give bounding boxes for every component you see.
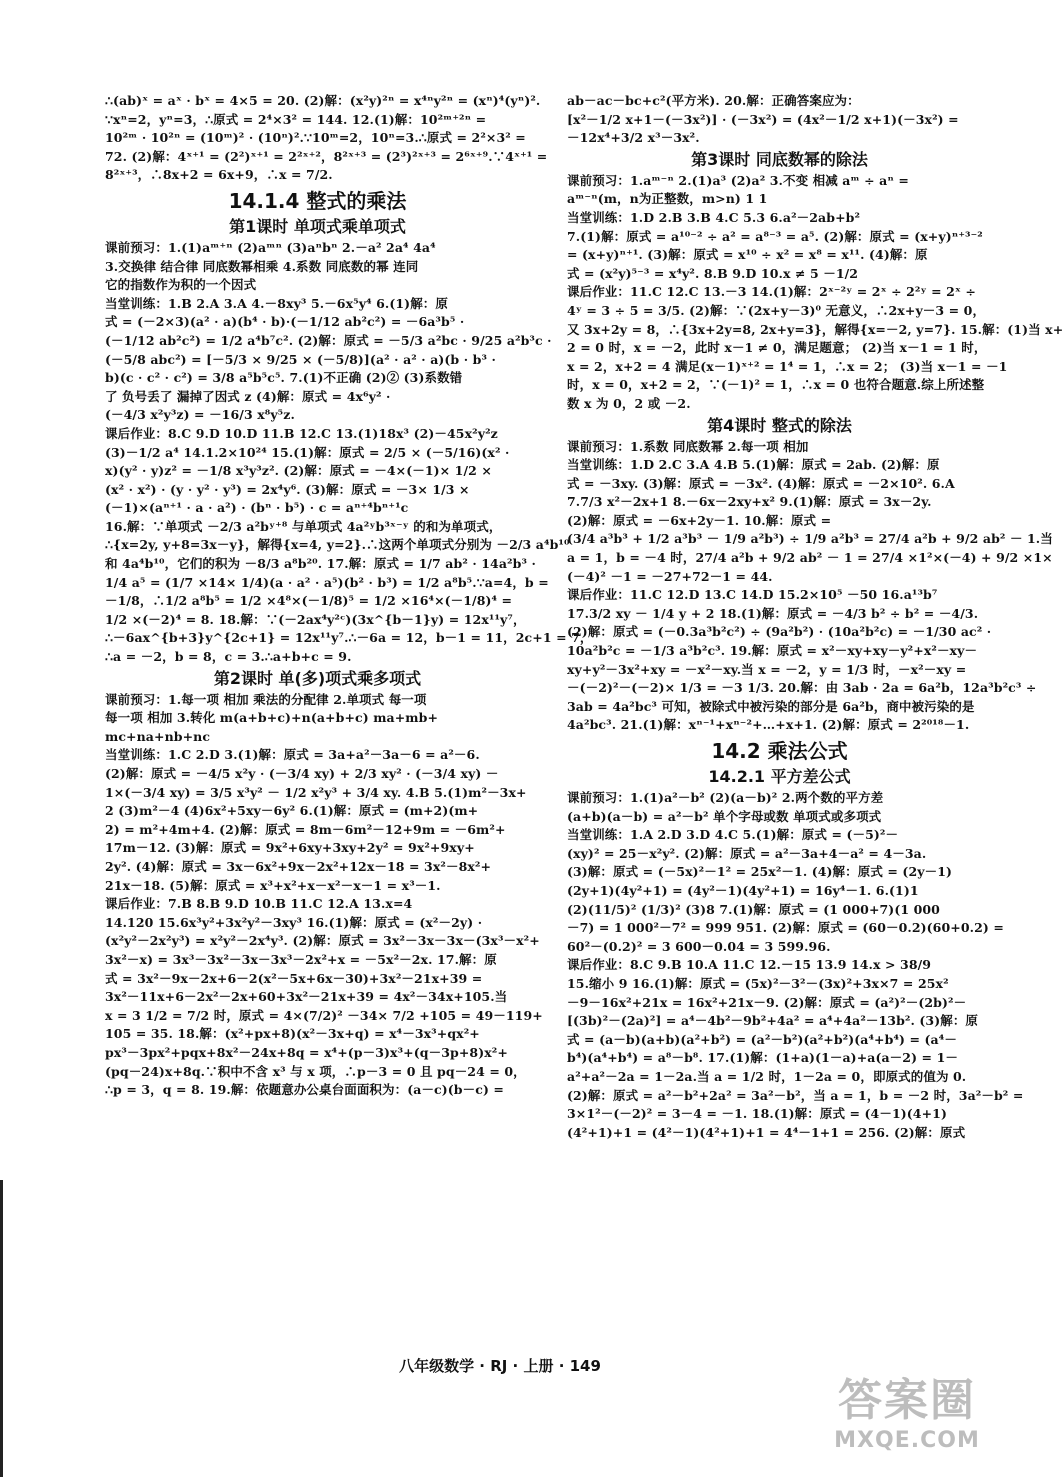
answer-line: 数 x 为 0，2 或 －2.: [567, 395, 691, 411]
answer-line: 4ʸ = 3 ÷ 5 = 3/5. (2)解：∵(2x+y－3)⁰ 无意义，∴2x+y－3 = 0，: [567, 302, 986, 318]
answer-line: 当堂训练：1.D 2.C 3.A 4.B 5.(1)解：原式 = 2ab. (2)解：原: [567, 457, 940, 473]
answer-line: ∴－6ax^{b+3}y^{2c+1} = 12x¹¹y⁷.∴－6a = 12，b－1 = 11，2c+1 = 7，: [105, 630, 593, 646]
answer-line: (3)解：原式 = (－5x)²－1² = 25x²－1. (4)解：原式 = (2y－1): [567, 864, 953, 880]
answer-line: 7.7/3 x²－2x+1 8.－6x－2xy+x² 9.(1)解：原式 = 3x－2y.: [567, 494, 932, 510]
answer-line: 课后作业：8.C 9.B 10.A 11.C 12.－15 13.9 14.x > 38/9: [567, 957, 932, 973]
page-footer: 八年级数学 · RJ · 上册 · 149: [399, 1357, 601, 1375]
answer-line: 课后作业：11.C 12.C 13.－3 14.(1)解：2ˣ⁻²ʸ = 2ˣ ÷ 2²ʸ = 2ˣ ÷: [567, 284, 976, 300]
answer-line: 8²ˣ⁺³，∴8x+2 = 6x+9，∴x = 7/2.: [105, 167, 333, 183]
answer-line: 每一项 相加 3.转化 m(a+b+c)+n(a+b+c) ma+mb+: [105, 710, 439, 726]
answer-line: 课前预习：1.(1)a²－b² (2)(a－b)² 2.两个数的平方差: [567, 790, 884, 805]
section-heading: 14.2 乘法公式: [711, 739, 848, 763]
answer-line: 课前预习：1.(1)aᵐ⁺ⁿ (2)aᵐⁿ (3)aⁿbⁿ 2.－a² 2a⁴ 4a⁴: [105, 239, 436, 255]
answer-line: 10²ᵐ · 10²ⁿ = (10ᵐ)² · (10ⁿ)².∵10ᵐ=2，10ⁿ=3.∴原式 = 2²×3² =: [105, 130, 526, 146]
answer-line: 式 = －3xy. (3)解：原式 = －3x². (4)解：原式 = －2×10². 6.A: [567, 475, 955, 491]
answer-line: [x²－1/2 x+1－(－3x²)] · (－3x²) = (4x²－1/2 x+1)(－3x²) =: [567, 111, 959, 127]
answer-line: 当堂训练：1.D 2.B 3.B 4.C 5.3 6.a²－2ab+b²: [567, 209, 861, 225]
answer-line: (4²+1)+1 = (4²－1)(4²+1)+1 = 4⁴－1+1 = 256. (2)解：原式: [567, 1124, 966, 1140]
lesson-heading: 第3课时 同底数幂的除法: [691, 149, 868, 169]
answer-line: 7.(1)解：原式 = a¹⁰⁻² ÷ a² = a⁸⁻³ = a⁵. (2)解：原式 = (x+y)ⁿ⁺³⁻²: [567, 228, 983, 244]
answer-line: 课后作业：7.B 8.B 9.D 10.B 11.C 12.A 13.x=4: [105, 896, 413, 912]
answer-line: 60²－(0.2)² = 3 600－0.04 = 3 599.96.: [567, 938, 831, 954]
answer-line: (－1/12 ab²c²) = 1/2 a⁴b⁷c². (2)解：原式 = －5/3 a²bc · 9/25 a²b³c ·: [105, 332, 552, 348]
answer-line: (2)解：原式 = a²－b²+2a² = 3a²－b²，当 a = 1，b = －2 时，3a²－b² =: [567, 1087, 1024, 1103]
answer-line: (2)解：原式 = (－0.3a³b²c²) ÷ (9a²b²) · (10a²b²c) = －1/30 ac² ·: [567, 624, 992, 640]
answer-line: 105 = 35. 18.解：(x²+px+8)(x²－3x+q) = x⁴－3x³+qx²+: [105, 1026, 480, 1042]
answer-line: 17m－12. (3)解：原式 = 9x²+6xy+3xy+2y² = 9x²+9xy+: [105, 840, 475, 856]
answer-line: 课前预习：1.每一项 相加 乘法的分配律 2.单项式 每一项: [105, 691, 427, 707]
answer-line: －1/8，∴1/2 a⁸b⁵ = 1/2 ×4⁸×(－1/8)⁵ = 1/2 ×16⁴×(－1/8)⁴ =: [105, 593, 513, 609]
answer-line: px³－3px²+pqx+8x²－24x+8q = x⁴+(p－3)x³+(q－3p+8)x²+: [105, 1044, 508, 1060]
answer-line: (x²y²－2x²y³) = x²y²－2x⁴y³. (2)解：原式 = 3x²－3x－3x－(3x³－x²+: [105, 933, 540, 949]
answer-line: 3.交换律 结合律 同底数幂相乘 4.系数 同底数的幂 连同: [105, 258, 419, 274]
answer-line: xy+y²－3x²+xy = －x²－xy.当 x = －2，y = 1/3 时，－x²－xy =: [567, 661, 967, 677]
lesson-heading: 第4课时 整式的除法: [707, 415, 852, 435]
answer-line: 21x－18. (5)解：原式 = x³+x²+x－x²－x－1 = x³－1.: [105, 877, 441, 893]
answer-line: (－5/8 abc²) = [－5/3 × 9/25 × (－5/8)](a² · a² · a)(b · b³ ·: [105, 351, 496, 367]
section-heading: 14.1.4 整式的乘法: [228, 188, 407, 213]
answer-line: 了 负号丢了 漏掉了因式 z (4)解：原式 = 4x⁶y² ·: [105, 388, 391, 404]
answer-line: (2)解：原式 = －4/5 x²y · (－3/4 xy) + 2/3 xy² · (－3/4 xy) －: [105, 766, 499, 781]
answer-line: 和 4a⁴b¹⁰，它们的积为 －8/3 a⁸b²⁰. 17.解：原式 = 1/7 ab² · 14a²b³ ·: [105, 556, 536, 572]
answer-line: (pq－24)x+8q.∵积中不含 x³ 与 x 项，∴p－3 = 0 且 pq－24 = 0，: [105, 1063, 526, 1079]
answer-line: ab－ac－bc+c²(平方米). 20.解：正确答案应为：: [567, 93, 860, 108]
answer-line: (xy)² = 25－x²y². (2)解：原式 = a²－3a+4－a² = 4－3a.: [567, 845, 927, 861]
answer-line: 3×1²－(－2)² = 3－4 = －1. 18.(1)解：原式 = (4－1)(4+1): [567, 1106, 947, 1122]
answer-line: (a+b)(a－b) = a²－b² 单个字母或数 单项式或多项式: [567, 808, 882, 824]
answer-line: 2y². (4)解：原式 = 3x－6x²+9x－2x²+12x－18 = 3x²－8x²+: [105, 858, 492, 874]
answer-line: (2y+1)(4y²+1) = (4y²－1)(4y²+1) = 16y⁴－1. 6.(1)1: [567, 882, 919, 898]
answer-line: 1/2 ×(－2)⁴ = 8. 18.解：∵(－2ax⁴y²ᶜ)(3x^{b－1}y) = 12x¹¹y⁷，: [105, 611, 526, 627]
answer-line: 式 = 3x²－9x－2x+6－2(x²－5x+6x－30)+3x²－21x+39 =: [105, 970, 483, 986]
lesson-heading: 14.2.1 平方差公式: [708, 767, 851, 786]
answer-line: 课后作业：11.C 12.D 13.C 14.D 15.2×10⁵ －50 16.a¹³b⁷: [567, 587, 938, 603]
answer-line: (2)解：原式 = －6x+2y－1. 10.解：原式 =: [567, 512, 832, 528]
answer-line: －(－2)²－(－2)× 1/3 = －3 1/3. 20.解：由 3ab · 2a = 6a²b，12a³b²c³ ÷: [567, 680, 1037, 696]
answer-line: aᵐ⁻ⁿ(m，n为正整数，m>n) 1 1: [567, 191, 768, 207]
answer-line: ∵xⁿ=2，yⁿ=3，∴原式 = 2⁴×3² = 144. 12.(1)解：10²ᵐ⁺²ⁿ =: [105, 111, 487, 127]
answer-line: 2 = 0 时，x = －2，此时 x－1 ≠ 0，满足题意； (2)当 x－1 = 1 时，: [567, 340, 987, 356]
answer-line: (－4)² －1 = －27+72－1 = 44.: [567, 568, 773, 584]
lesson-heading: 第2课时 单(多)项式乘多项式: [213, 668, 422, 688]
answer-line: 课前预习：1.aᵐ⁻ⁿ 2.(1)a³ (2)a² 3.不变 相减 aᵐ ÷ aⁿ =: [567, 172, 909, 188]
answer-line: －12x⁴+3/2 x³－3x².: [567, 130, 700, 146]
answer-line: (3/4 a³b³ + 1/2 a³b³ － 1/9 a²b³) ÷ 1/9 a²b³ = 27/4 a²b + 9/2 ab² － 1.当: [567, 531, 1053, 547]
answer-line: ∴{x=2y, y+8=3x－y}，解得{x=4, y=2}.∴这两个单项式分别为 －2/3 a⁴b¹⁰: [105, 537, 570, 553]
answer-line: －7) = 1 000²－7² = 999 951. (2)解：原式 = (60－0.2)(60+0.2) =: [567, 920, 1004, 936]
answer-line: 2 (3)m²－4 (4)6x²+5xy－6y² 6.(1)解：原式 = (m+2)(m+: [105, 803, 479, 819]
left-column: [105, 92, 593, 1100]
answer-line: a = 1，b = －4 时，27/4 a²b + 9/2 ab² － 1 = 27/4 ×1²×(－4) + 9/2 ×1×: [567, 550, 1053, 566]
answer-line: (x² · x²) · (y · y² · y³) = 2x⁴y⁶. (3)解：原式 = －3× 1/3 ×: [105, 481, 470, 497]
answer-line: [(3b)²－(2a)²] = a⁴－4b²－9b²+4a² = a⁴+4a²－13b². (3)解：原: [567, 1013, 979, 1029]
answer-line: 课后作业：8.C 9.D 10.D 11.B 12.C 13.(1)18x³ (2)－45x²y²z: [105, 425, 498, 441]
watermark-url: MXQE.COM: [834, 1428, 980, 1453]
answer-line: 又 3x+2y = 8，∴{3x+2y=8, 2x+y=3}，解得{x=－2, y=7}. 15.解：(1)当 x+: [567, 321, 1063, 337]
answer-line: －9－16x²+21x = 16x²+21x－9. (2)解：原式 = (a²)²－(2b)²－: [567, 994, 967, 1010]
answer-line: mc+na+nb+nc: [105, 728, 211, 744]
answer-line: 式 = (x²y)⁵⁻³ = x⁴y². 8.B 9.D 10.x ≠ 5 －1/2: [567, 265, 859, 281]
answer-line: b⁴)(a⁴+b⁴) = a⁸－b⁸. 17.(1)解：(1+a)(1－a)+a(a－2) = 1－: [567, 1050, 958, 1066]
watermark-logo: 答案圈: [838, 1375, 976, 1426]
answer-line: 2) = m²+4m+4. (2)解：原式 = 8m－6m²－12+9m = －6m²+: [105, 821, 506, 837]
answer-line: 1×(－3/4 xy) = 3/5 x³y² － 1/2 x²y³ + 3/4 xy. 4.B 5.(1)m²－3x+: [105, 784, 527, 800]
answer-line: ∴(ab)ˣ = aˣ · bˣ = 4×5 = 20. (2)解：(x²y)²ⁿ = x⁴ⁿy²ⁿ = (xⁿ)⁴(yⁿ)².: [105, 93, 541, 108]
lesson-heading: 第1课时 单项式乘单项式: [229, 216, 406, 236]
answer-line: a²+a²－2a = 1－2a.当 a = 1/2 时，1－2a = 0，即原式的值为 0.: [567, 1068, 967, 1084]
answer-line: ∴a = －2，b = 8，c = 3.∴a+b+c = 9.: [105, 649, 352, 665]
binding-edge: [0, 1180, 3, 1477]
right-column: [567, 92, 1063, 1142]
answer-line: b)(c · c² · c²) = 3/8 a⁵b⁵c⁵. 7.(1)不正确 (2)② (3)系数错: [105, 370, 463, 386]
answer-line: 10a²b²c = －1/3 a³b²c³. 19.解：原式 = x²－xy+xy－y²+x²－xy－: [567, 643, 978, 659]
answer-line: 3x²－11x+6－2x²－2x+60+3x²－21x+39 = 4x²－34x+105.当: [105, 989, 508, 1005]
answer-line: 当堂训练：1.C 2.D 3.(1)解：原式 = 3a+a²－3a－6 = a²－6.: [105, 747, 480, 763]
answer-line: 时，x = 0，x+2 = 2，∵(－1)² = 1，∴x = 0 也符合题意.综上所述整: [567, 377, 985, 393]
answer-line: 式 = (a－b)(a+b)(a²+b²) = (a²－b²)(a²+b²)(a⁴+b⁴) = (a⁴－: [567, 1031, 957, 1047]
answer-line: 式 = (－2×3)(a² · a)(b⁴ · b)·(－1/12 ab²c²) = －6a³b⁵ ·: [105, 314, 465, 330]
answer-line: 3x²－x) = 3x³－3x²－3x－3x³－2x²+x = －5x²－2x. 17.解：原: [105, 951, 497, 967]
answer-line: 1/4 a⁵ = (1/7 ×14× 1/4)(a · a² · a⁵)(b² · b³) = 1/2 a⁸b⁵.∵a=4，b =: [105, 574, 549, 590]
answer-line: (3)－1/2 a⁴ 14.1.2×10²⁴ 15.(1)解：原式 = 2/5 × (－5/16)(x² ·: [105, 444, 510, 460]
answer-line: 14.120 15.6x³y²+3x²y²－3xy³ 16.(1)解：原式 = (x²－2y) ·: [105, 914, 483, 930]
answer-line: 17.3/2 xy － 1/4 y + 2 18.(1)解：原式 = －4/3 b² ÷ b² = －4/3.: [567, 605, 979, 621]
answer-line: (－4/3 x²y³z) = －16/3 x⁸y⁵z.: [105, 407, 295, 423]
answer-line: ∴p = 3，q = 8. 19.解：依题意办公桌台面面积为：(a－c)(b－c) =: [105, 1082, 504, 1098]
answer-line: x = 3 1/2 = 7/2 时，原式 = 4×(7/2)² －34× 7/2 +105 = 49－119+: [105, 1007, 543, 1023]
answer-line: 4a²bc³. 21.(1)解：xⁿ⁻¹+xⁿ⁻²+…+x+1. (2)解：原式 = 2²⁰¹⁸－1.: [567, 717, 970, 733]
answer-line: 它的指数作为积的一个因式: [105, 277, 257, 293]
answer-line: 72. (2)解：4ˣ⁺¹ = (2²)ˣ⁺¹ = 2²ˣ⁺²，8²ˣ⁺³ = (2³)²ˣ⁺³ = 2⁶ˣ⁺⁹.∵4ˣ⁺¹ =: [105, 148, 548, 164]
answer-line: 当堂训练：1.A 2.D 3.D 4.C 5.(1)解：原式 = (－5)²－: [567, 827, 899, 843]
answer-line: 课前预习：1.系数 同底数幂 2.每一项 相加: [567, 438, 809, 454]
answer-line: = (x+y)ⁿ⁺¹. (3)解：原式 = x¹⁰ ÷ x² = x⁸ = x¹¹. (4)解：原: [567, 247, 928, 263]
answer-line: (2)(11/5)² (1/3)² (3)8 7.(1)解：原式 = (1 000+7)(1 000: [567, 901, 940, 917]
answer-line: 16.解：∵单项式 －2/3 a²bʸ⁺⁸ 与单项式 4a²ʸb³ˣ⁻ʸ 的和为单项式，: [105, 518, 502, 534]
answer-line: (－1)×(aⁿ⁺¹ · a · a²) · (bⁿ · b⁵) · c = aⁿ⁺⁴bⁿ⁺¹c: [105, 500, 409, 516]
answer-line: 当堂训练：1.B 2.A 3.A 4.－8xy³ 5.－6x⁵y⁴ 6.(1)解：原: [105, 295, 448, 311]
answer-line: 15.缩小 9 16.(1)解：原式 = (5x)²－3²－(3x)²+3x×7 = 25x²: [567, 975, 949, 991]
answer-line: x)(y² · y)z² = －1/8 x³y³z². (2)解：原式 = －4×(－1)× 1/2 ×: [105, 463, 492, 479]
answer-line: x = 2，x+2 = 4 满足(x－1)ˣ⁺² = 1⁴ = 1，∴x = 2； (3)当 x－1 = －1: [567, 358, 1008, 374]
watermark: [822, 1374, 992, 1469]
answer-line: 3ab = 4a²bc³ 可知，被除式中被污染的部分是 6a²b，商中被污染的是: [567, 698, 975, 714]
